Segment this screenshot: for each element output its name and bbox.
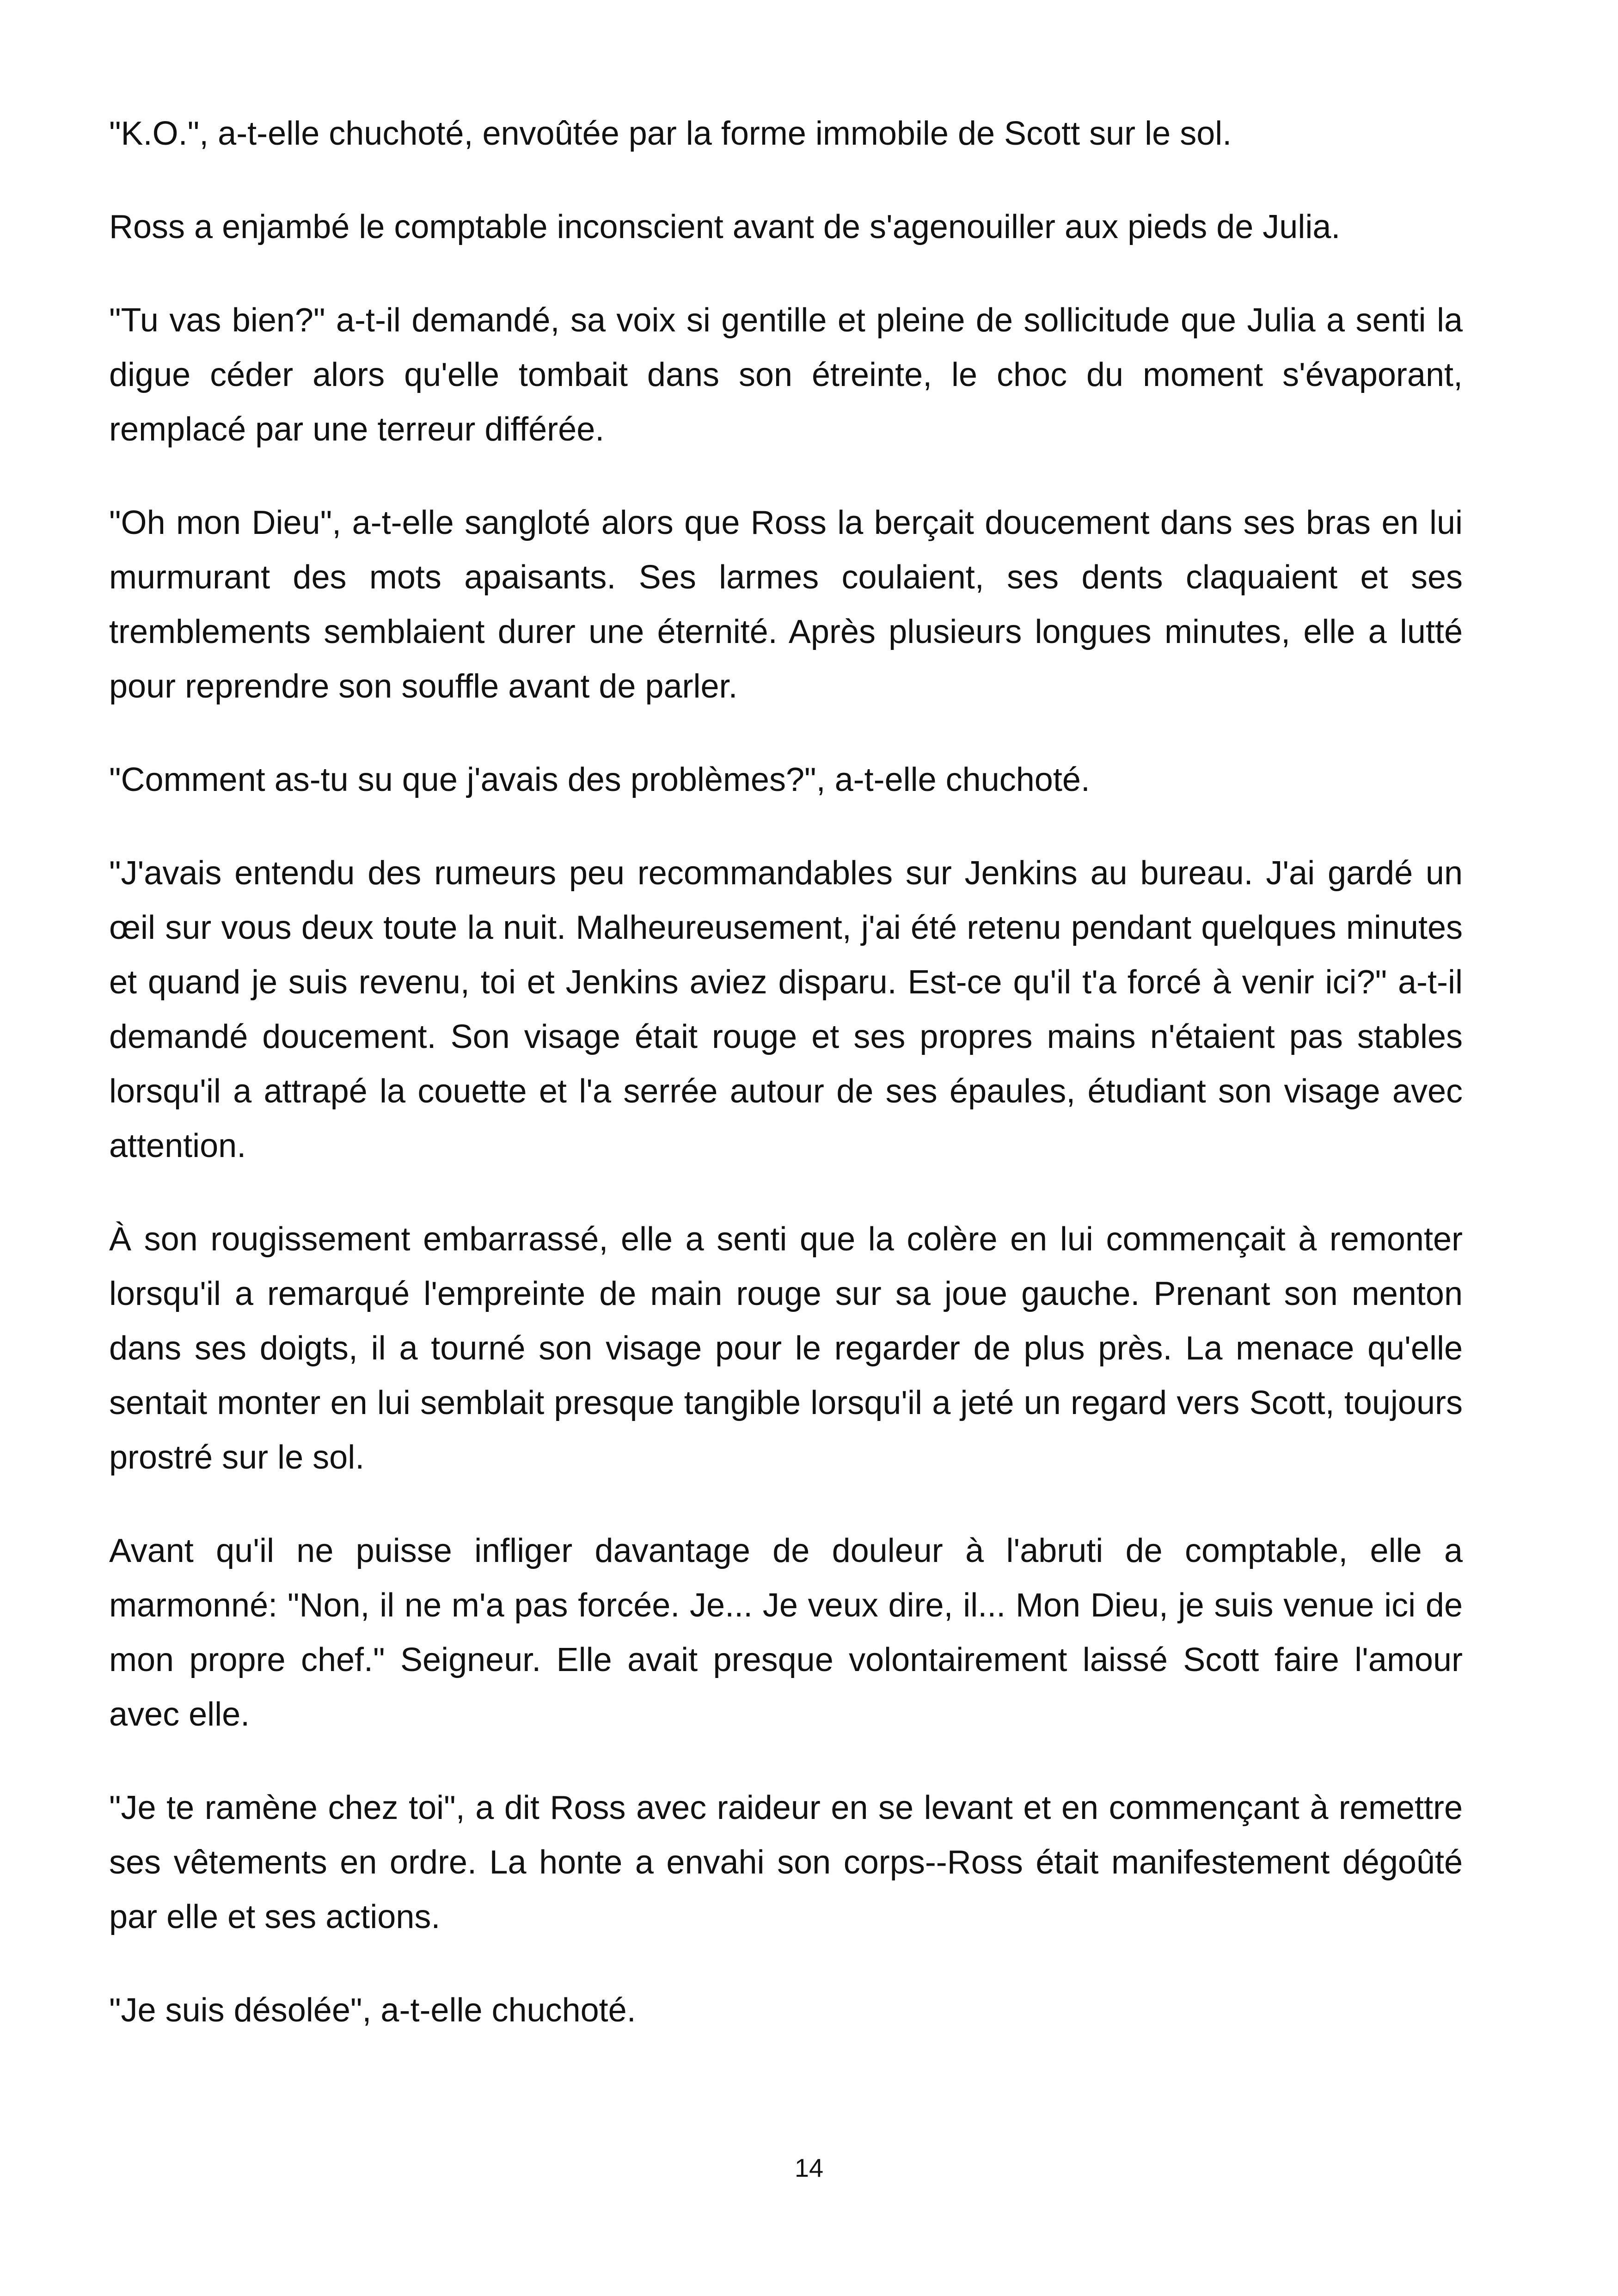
paragraph-9: "Je te ramène chez toi", a dit Ross avec raideur en se levant et en commençant à remettre ses vêtements en ordre. La honte a envahi son corps--Ross était manifestement dégoûté par elle et ses actions. [109,1789,1463,1935]
page-number: 14 [794,2153,824,2182]
paragraph-10: "Je suis désolée", a-t-elle chuchoté. [109,1992,636,2029]
paragraph-8: Avant qu'il ne puisse infliger davantage de douleur à l'abruti de comptable, elle a marmonné: "Non, il ne m'a pas forcée. Je... Je veux dire, il... Mon Dieu, je suis venue ici de mon propre chef." Seigneur. Elle avait presque volontairement laissé Scott faire l'amour avec elle. [109,1532,1463,1733]
paragraph-5: "Comment as-tu su que j'avais des problèmes?", a-t-elle chuchoté. [109,761,1090,798]
paragraph-1: "K.O.", a-t-elle chuchoté, envoûtée par la forme immobile de Scott sur le sol. [109,115,1232,152]
paragraph-6: "J'avais entendu des rumeurs peu recommandables sur Jenkins au bureau. J'ai gardé un œil sur vous deux toute la nuit. Malheureusement, j'ai été retenu pendant quelques minutes et quand je suis revenu, toi et Jenkins aviez disparu. Est-ce qu'il t'a forcé à venir ici?" a-t-il demandé doucement. Son visage était rouge et ses propres mains n'étaient pas stables lorsqu'il a attrapé la couette et l'a serrée autour de ses épaules, étudiant son visage avec attention. [109,855,1463,1164]
paragraph-3: "Tu vas bien?" a-t-il demandé, sa voix si gentille et pleine de sollicitude que Julia a senti la digue céder alors qu'elle tombait dans son étreinte, le choc du moment s'évaporant, remplacé par une terreur différée. [109,302,1463,448]
paragraph-4: "Oh mon Dieu", a-t-elle sangloté alors que Ross la berçait doucement dans ses bras en lui murmurant des mots apaisants. Ses larmes coulaient, ses dents claquaient et ses tremblements semblaient durer une éternité. Après plusieurs longues minutes, elle a lutté pour reprendre son souffle avant de parler. [109,504,1463,705]
body-text [109,106,1463,2038]
paragraph-2: Ross a enjambé le comptable inconscient avant de s'agenouiller aux pieds de Julia. [109,208,1341,245]
paragraph-7: À son rougissement embarrassé, elle a senti que la colère en lui commençait à remonter lorsqu'il a remarqué l'empreinte de main rouge sur sa joue gauche. Prenant son menton dans ses doigts, il a tourné son visage pour le regarder de plus près. La menace qu'elle sentait monter en lui semblait presque tangible lorsqu'il a jeté un regard vers Scott, toujours prostré sur le sol. [109,1221,1463,1476]
